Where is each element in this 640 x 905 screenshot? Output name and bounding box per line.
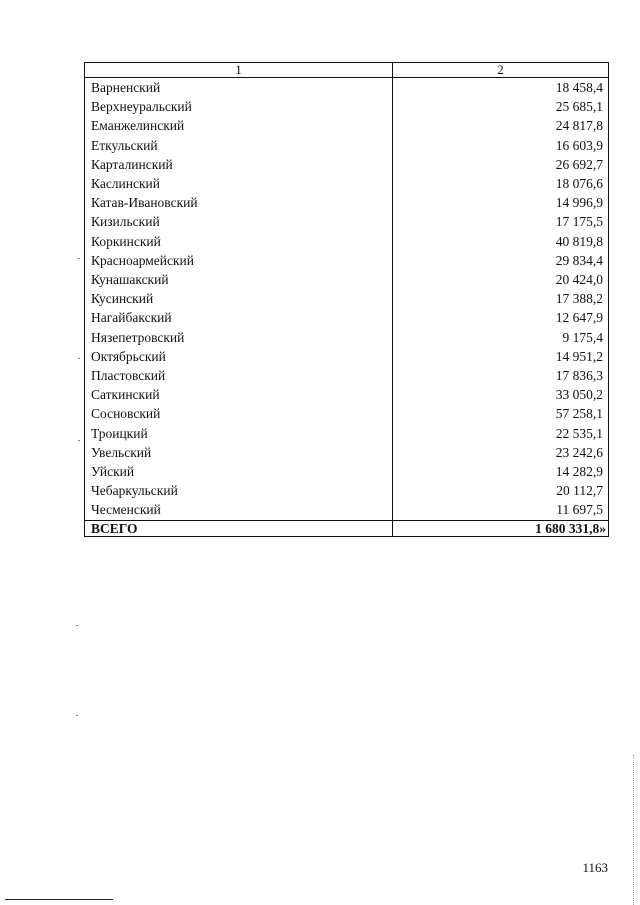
table-row xyxy=(85,424,609,443)
total-value: 1 680 331,8» xyxy=(393,520,609,536)
scan-speck xyxy=(78,440,80,441)
district-name: Карталинский xyxy=(85,155,393,174)
district-value: 57 258,1 xyxy=(393,404,609,423)
district-value: 18 458,4 xyxy=(393,78,609,98)
table-row xyxy=(85,366,609,385)
district-name: Саткинский xyxy=(85,385,393,404)
district-value: 16 603,9 xyxy=(393,136,609,155)
table-row xyxy=(85,500,609,520)
district-name: Троицкий xyxy=(85,424,393,443)
table-row xyxy=(85,443,609,462)
table-total-row xyxy=(85,520,609,536)
district-value: 17 175,5 xyxy=(393,212,609,231)
district-value: 14 951,2 xyxy=(393,347,609,366)
table-row xyxy=(85,270,609,289)
table-row xyxy=(85,232,609,251)
scan-speck xyxy=(78,358,80,359)
district-value: 17 388,2 xyxy=(393,289,609,308)
district-name: Нязепетровский xyxy=(85,328,393,347)
district-name: Кусинский xyxy=(85,289,393,308)
allocation-table xyxy=(84,62,609,537)
scan-speck xyxy=(76,715,78,716)
table-row xyxy=(85,116,609,135)
table-row xyxy=(85,251,609,270)
district-value: 23 242,6 xyxy=(393,443,609,462)
district-name: Увельский xyxy=(85,443,393,462)
table-row xyxy=(85,328,609,347)
district-value: 40 819,8 xyxy=(393,232,609,251)
scan-speck xyxy=(78,258,80,259)
table-row xyxy=(85,347,609,366)
district-name: Еткульский xyxy=(85,136,393,155)
district-name: Варненский xyxy=(85,78,393,98)
district-value: 14 282,9 xyxy=(393,462,609,481)
table-row xyxy=(85,404,609,423)
table-row xyxy=(85,193,609,212)
district-name: Коркинский xyxy=(85,232,393,251)
district-name: Кунашакский xyxy=(85,270,393,289)
table-row xyxy=(85,481,609,500)
district-value: 18 076,6 xyxy=(393,174,609,193)
district-value: 20 424,0 xyxy=(393,270,609,289)
district-value: 11 697,5 xyxy=(393,500,609,520)
page-number: 1163 xyxy=(582,860,608,875)
district-value: 24 817,8 xyxy=(393,116,609,135)
district-name: Чебаркульский xyxy=(85,481,393,500)
district-name: Нагайбакский xyxy=(85,308,393,327)
total-label: ВСЕГО xyxy=(85,520,393,536)
table-row xyxy=(85,174,609,193)
table-row xyxy=(85,385,609,404)
district-name: Каслинский xyxy=(85,174,393,193)
district-name: Катав-Ивановский xyxy=(85,193,393,212)
district-value: 9 175,4 xyxy=(393,328,609,347)
district-name: Сосновский xyxy=(85,404,393,423)
district-name: Уйский xyxy=(85,462,393,481)
district-value: 26 692,7 xyxy=(393,155,609,174)
column-header-2: 2 xyxy=(393,63,609,78)
table-row xyxy=(85,462,609,481)
district-value: 25 685,1 xyxy=(393,97,609,116)
district-name: Еманжелинский xyxy=(85,116,393,135)
district-value: 14 996,9 xyxy=(393,193,609,212)
table-row xyxy=(85,97,609,116)
district-value: 22 535,1 xyxy=(393,424,609,443)
district-name: Пластовский xyxy=(85,366,393,385)
district-name: Октябрьский xyxy=(85,347,393,366)
table-body xyxy=(85,78,609,521)
table-row xyxy=(85,78,609,98)
footer-rule xyxy=(5,899,113,900)
table-row xyxy=(85,155,609,174)
district-value: 33 050,2 xyxy=(393,385,609,404)
table-header-row xyxy=(85,63,609,78)
table-row xyxy=(85,289,609,308)
district-value: 12 647,9 xyxy=(393,308,609,327)
district-name: Кизильский xyxy=(85,212,393,231)
scan-speck xyxy=(76,625,78,626)
district-value: 17 836,3 xyxy=(393,366,609,385)
scan-edge-marks xyxy=(633,755,634,905)
table-row xyxy=(85,136,609,155)
table-row xyxy=(85,308,609,327)
column-header-1: 1 xyxy=(85,63,393,78)
district-value: 29 834,4 xyxy=(393,251,609,270)
table-row xyxy=(85,212,609,231)
district-value: 20 112,7 xyxy=(393,481,609,500)
district-name: Чесменский xyxy=(85,500,393,520)
district-name: Красноармейский xyxy=(85,251,393,270)
district-name: Верхнеуральский xyxy=(85,97,393,116)
